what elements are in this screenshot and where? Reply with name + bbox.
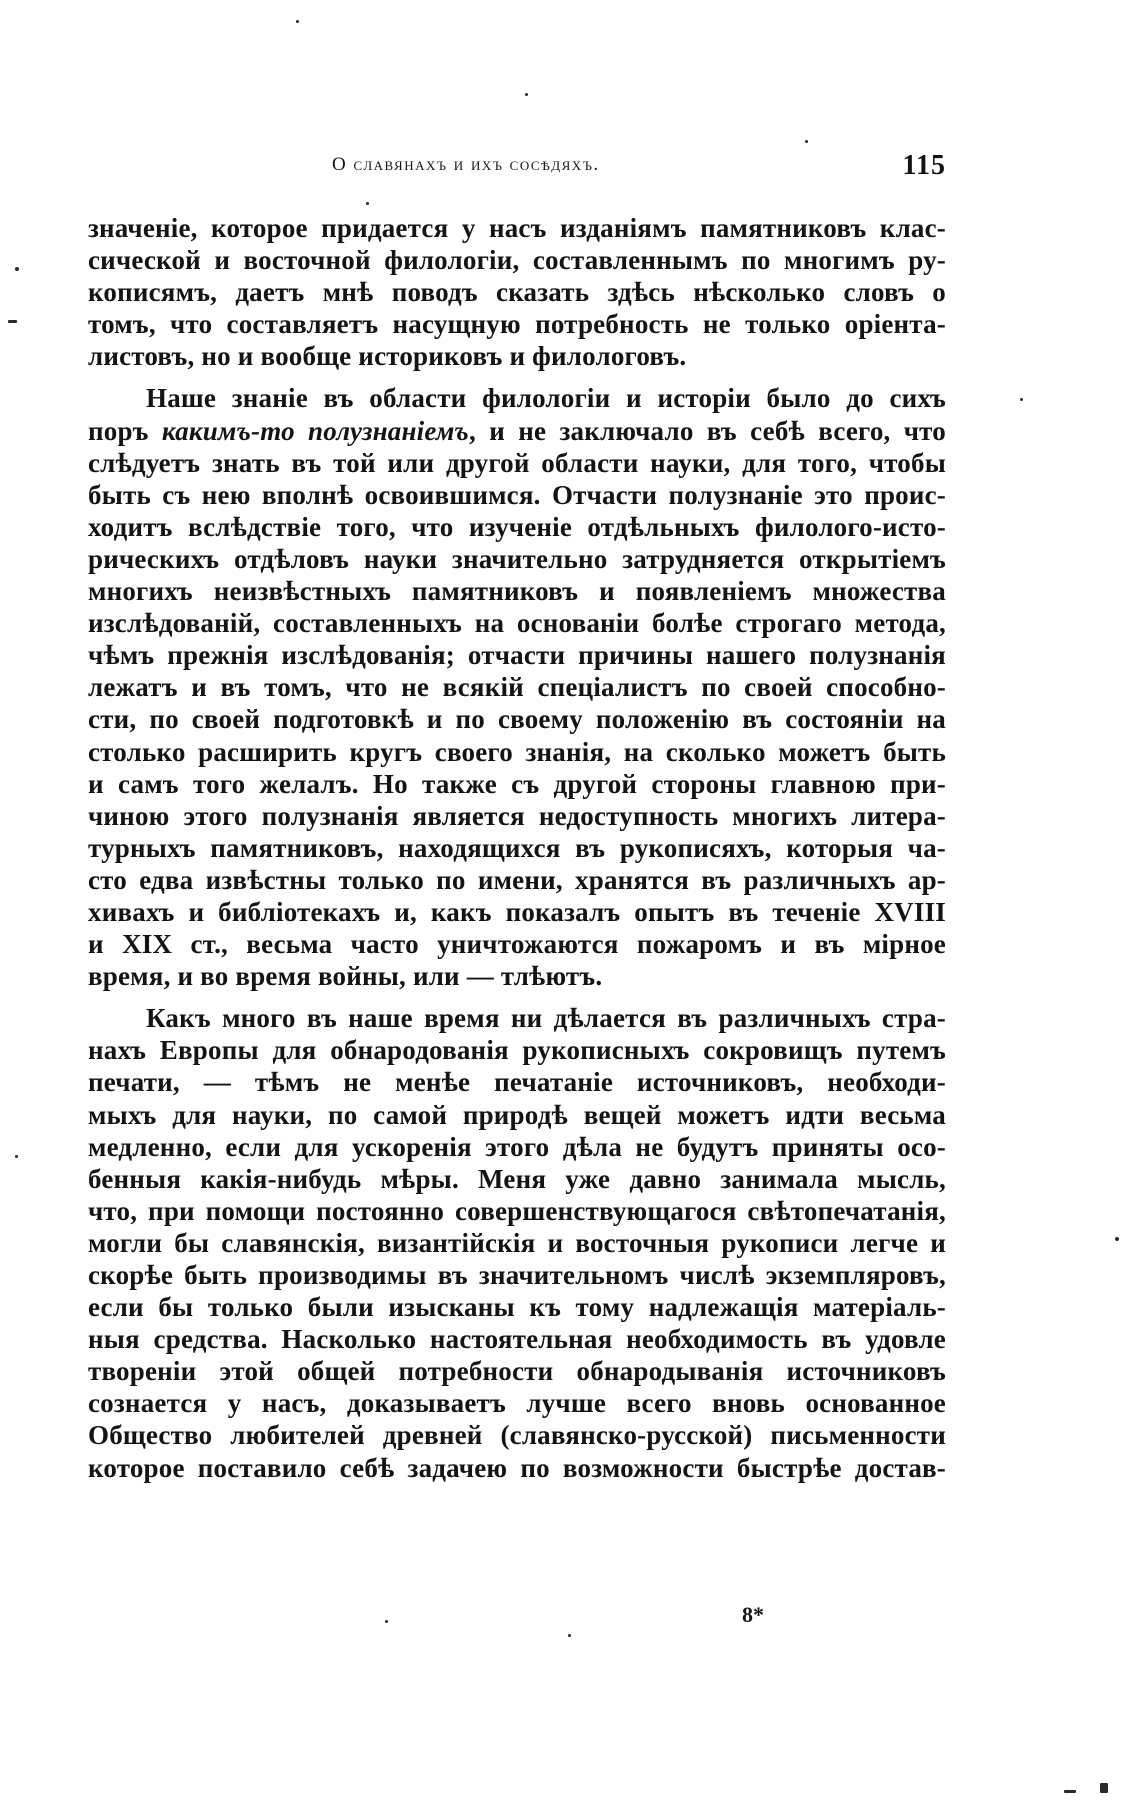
body-text — [88, 212, 946, 1484]
text-line: сической и восточной филологіи, составленнымъ по многимъ ру- — [88, 245, 946, 276]
scan-speck — [805, 140, 808, 143]
text-line: сти, по своей подготовкѣ и по своему положенію въ состояніи на — [88, 704, 946, 735]
scan-speck — [525, 93, 528, 96]
text-line: медленно, если для ускоренія этого дѣла не будутъ приняты осо- — [88, 1131, 946, 1162]
text-line: сознается у насъ, доказываетъ лучше всего вновь основанное — [88, 1388, 946, 1419]
text-line: хивахъ и библіотекахъ и, какъ показалъ опытъ въ теченіе XVIII — [88, 896, 946, 927]
text-line: чиною этого полузнанія является недоступность многихъ литера- — [88, 800, 946, 831]
text-line: многихъ неизвѣстныхъ памятниковъ и появленіемъ множества — [88, 576, 946, 607]
signature-mark: 8* — [742, 1602, 764, 1627]
text-line: рическихъ отдѣловъ науки значительно затрудняется открытіемъ — [88, 543, 946, 574]
text-line: нахъ Европы для обнародованія рукописныхъ сокровищъ путемъ — [88, 1035, 946, 1066]
text-line: и XIX ст., весьма часто уничтожаются пожаромъ и въ мірное — [88, 929, 946, 960]
text-line: Какъ много въ наше время ни дѣлается въ различныхъ стра- — [146, 1003, 946, 1034]
text-line: турныхъ памятниковъ, находящихся въ рукописяхъ, которыя ча- — [88, 832, 946, 863]
text-line: сто едва извѣстны только по имени, хранятся въ различныхъ ар- — [88, 864, 946, 895]
text-line: Наше знаніе въ области филологіи и исторіи было до сихъ — [146, 383, 946, 414]
running-title: О славянахъ и ихъ сосѣдяхъ. — [332, 154, 600, 175]
text-line: и самъ того желалъ. Но также съ другой стороны главною при- — [88, 768, 946, 799]
text-line: скорѣе быть производимы въ значительномъ числѣ экземпляровъ, — [88, 1260, 946, 1290]
scan-speck — [8, 320, 17, 323]
text-line: ныя средства. Насколько настоятельная необходимость въ удовле — [88, 1324, 946, 1355]
text-line: быть съ нею вполнѣ освоившимся. Отчасти полузнаніе это проис- — [88, 479, 946, 510]
text-line: печати, — тѣмъ не менѣе печатаніе источниковъ, необходи- — [88, 1067, 946, 1098]
paragraph-1 — [88, 212, 946, 372]
text-line: поръ какимъ-то полузнаніемъ, и не заключало въ себѣ всего, что — [88, 415, 946, 446]
scan-speck — [15, 267, 19, 271]
scan-speck — [1115, 1237, 1119, 1241]
scan-speck — [366, 202, 369, 205]
text-line: кописямъ, даетъ мнѣ поводъ сказать здѣсь нѣсколько словъ о — [88, 277, 946, 308]
text-line: Общество любителей древней (славянско-русской) письменности — [88, 1420, 946, 1451]
page-number: 115 — [902, 150, 946, 181]
text-line: если бы только были изысканы къ тому надлежащія матеріаль- — [88, 1292, 946, 1323]
text-line: что, при помощи постоянно совершенствующагося свѣтопечатанія, — [88, 1195, 946, 1226]
text-line: ходитъ вслѣдствіе того, что изученіе отдѣльныхъ филолого-исто- — [88, 511, 946, 542]
text-line: бенныя какія-нибудь мѣры. Меня уже давно занимала мысль, — [88, 1163, 946, 1194]
text-line: чѣмъ прежнія изслѣдованія; отчасти причины нашего полузнанія — [88, 640, 946, 671]
emphasis-text: какимъ-то полузнаніемъ — [161, 415, 469, 446]
text-line: изслѣдованій, составленныхъ на основаніи болѣе строгаго метода, — [88, 608, 946, 639]
text-line: томъ, что составляетъ насущную потребность не только оріента- — [88, 309, 946, 340]
text-line: мыхъ для науки, по самой природѣ вещей можетъ идти весьма — [88, 1099, 946, 1130]
paragraph-3 — [88, 1002, 946, 1483]
running-head — [88, 150, 946, 184]
scan-speck — [1020, 398, 1023, 401]
text-line: лежатъ и въ томъ, что не всякій спеціалистъ по своей способно- — [88, 672, 946, 703]
text-line: листовъ, но и вообще историковъ и филологовъ. — [88, 341, 687, 372]
text-line: которое поставило себѣ задачею по возможности быстрѣе достав- — [88, 1452, 946, 1483]
text-line: значеніе, которое придается у насъ изданіямъ памятниковъ клас- — [88, 213, 946, 243]
text-line: слѣдуетъ знать въ той или другой области науки, для того, чтобы — [88, 447, 946, 478]
scan-speck — [15, 1155, 18, 1158]
text-line: твореніи этой общей потребности обнародыванія источниковъ — [88, 1356, 946, 1387]
scan-speck — [1100, 1783, 1108, 1793]
text-line: время, и во время войны, или — тлѣютъ. — [88, 961, 603, 992]
text-line: столько расширить кругъ своего знанія, на сколько можетъ быть — [88, 736, 946, 767]
scan-speck — [385, 1620, 388, 1623]
scan-speck — [296, 20, 299, 23]
scan-speck — [568, 1634, 571, 1637]
scan-speck — [1064, 1790, 1076, 1793]
paragraph-2 — [88, 382, 946, 992]
text-line: могли бы славянскія, византійскія и восточныя рукописи легче и — [88, 1227, 946, 1258]
